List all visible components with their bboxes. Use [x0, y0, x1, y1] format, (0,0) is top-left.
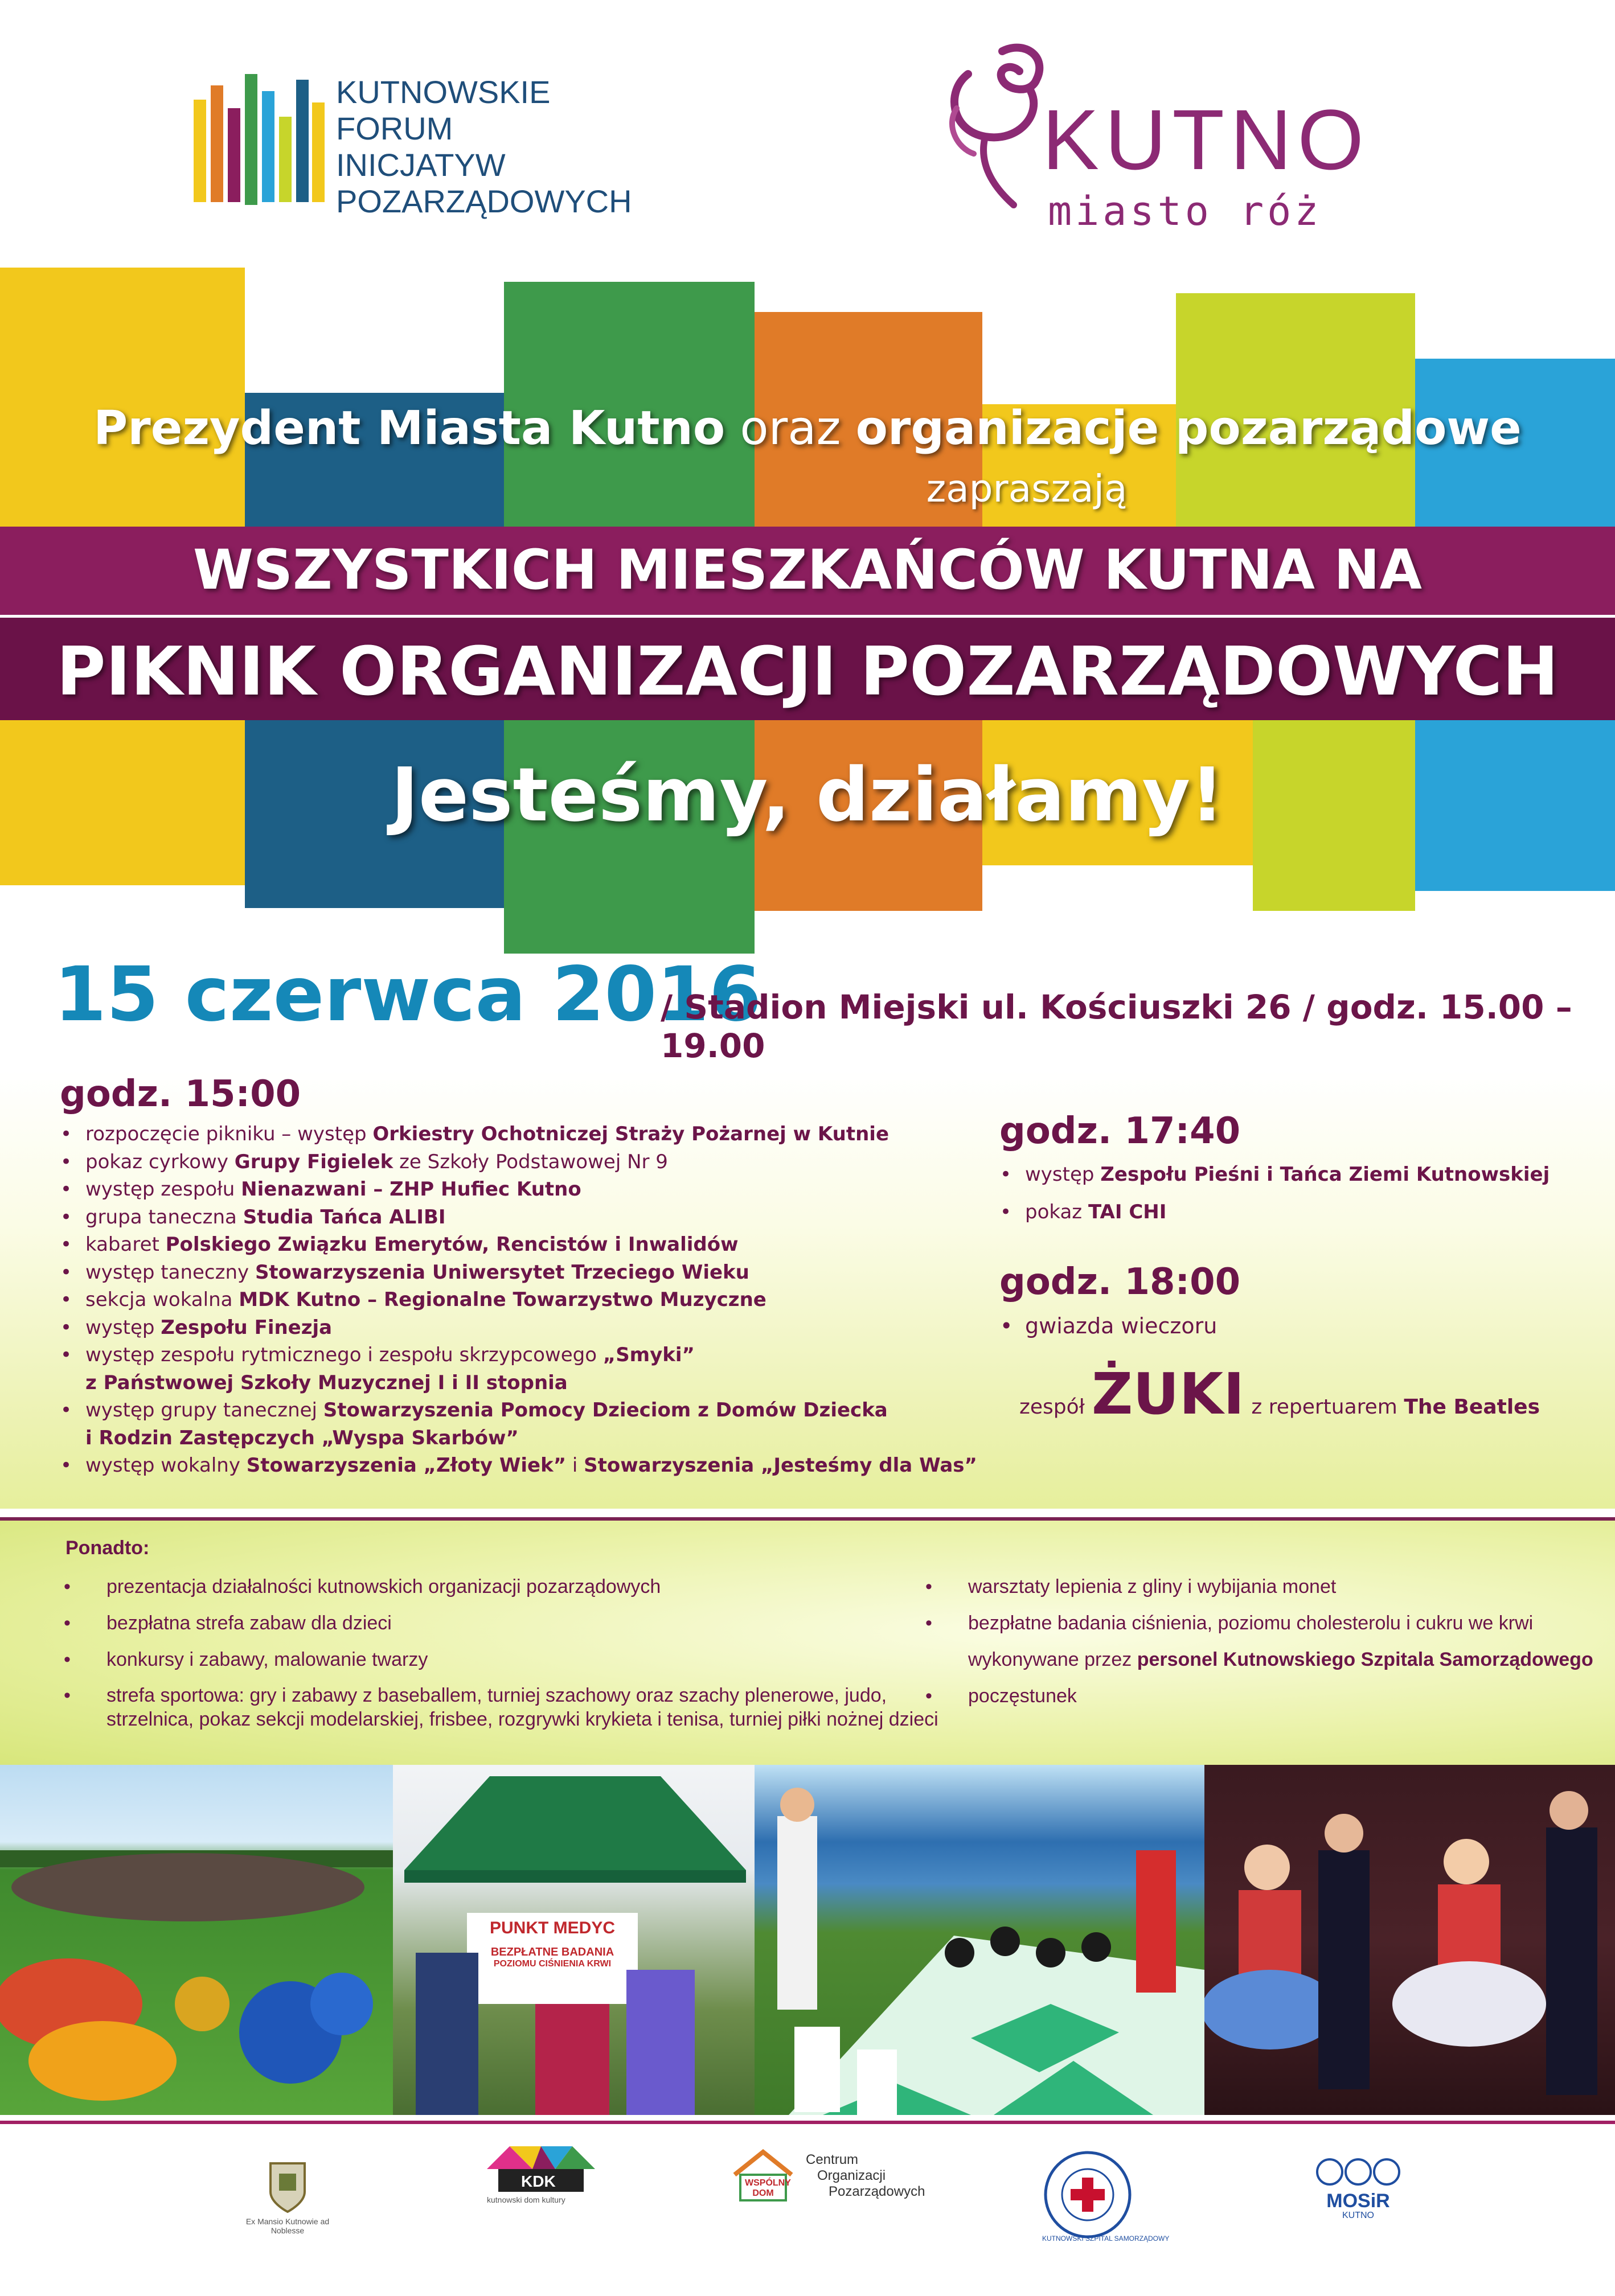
headliner-name: ŻUKI	[1091, 1361, 1245, 1427]
program-list-1800	[997, 1312, 1217, 1340]
event-location-time: / Stadion Miejski ul. Kościuszki 26 / godz. 15.00 – 19.00	[661, 988, 1572, 1065]
list-item: • konkursy i zabawy, malowanie twarzy	[64, 1641, 938, 1678]
kfip-logo-text	[336, 74, 632, 220]
time-heading-1800: godz. 18:00	[999, 1261, 1241, 1303]
list-item: • bezpłatna strefa zabaw dla dzieci	[64, 1605, 938, 1641]
list-item: • rozpoczęcie pikniku – występ Orkiestry Ochotniczej Straży Pożarnej w Kutnie	[57, 1120, 977, 1148]
kfip-line: KUTNOWSKIE	[336, 74, 551, 110]
kfip-logo-bars	[194, 74, 325, 205]
mosir-subtext: KUTNO	[1342, 2211, 1374, 2220]
dom-text: DOM	[752, 2188, 774, 2198]
extras-title: Ponadto:	[65, 1537, 150, 1559]
hospital-name: KUTNOWSKI SZPITAL SAMORZĄDOWY	[1042, 2235, 1170, 2242]
event-date: 15 czerwca 2016	[54, 951, 761, 1038]
invite-ngos: organizacje pozarządowe	[855, 401, 1522, 455]
list-item: • warsztaty lepienia z gliny i wybijania monet	[925, 1568, 1593, 1605]
invitation-line	[0, 401, 1615, 455]
extras-list-left	[64, 1568, 938, 1731]
list-item-continued: strzelnica, pokaz sekcji modelarskiej, frisbee, rozgrywki krykieta i tenisa, turniej piłki nożnej dzieci	[106, 1708, 938, 1730]
kdk-caption: kutnowski dom kultury	[487, 2195, 565, 2204]
list-item: • występ Zespołu Finezja	[57, 1314, 977, 1342]
program-list-1500	[57, 1120, 977, 1480]
wspolny-dom-logo	[729, 2146, 934, 2203]
program-list-1740	[997, 1156, 1550, 1231]
list-item: • kabaret Polskiego Związku Emerytów, Rencistów i Inwalidów	[57, 1231, 977, 1259]
city-seal-logo	[245, 2158, 330, 2235]
list-item-continued: i Rodzin Zastępczych „Wyspa Skarbów”	[85, 1426, 519, 1449]
headliner-pre: zespół	[1019, 1395, 1085, 1419]
photo-medical-tent	[393, 1765, 755, 2115]
coop-line-2: Organizacji	[817, 2168, 886, 2183]
kutno-logo-word: KUTNO	[1042, 92, 1370, 187]
photo-giant-chess	[755, 1765, 1204, 2115]
list-item: • występ wokalny Stowarzyszenia „Złoty Wiek” i Stowarzyszenia „Jesteśmy dla Was”	[57, 1452, 977, 1480]
headliner-repertoire: The Beatles	[1404, 1395, 1540, 1419]
event-slogan: Jesteśmy, działamy!	[391, 751, 1224, 838]
list-item: • grupa taneczna Studia Tańca ALIBI	[57, 1204, 977, 1231]
mosir-logo	[1313, 2155, 1404, 2221]
list-item: • poczęstunek	[925, 1678, 1593, 1714]
extras-list-right	[925, 1568, 1593, 1714]
headliner-line	[1019, 1361, 1540, 1427]
banner-line-1: WSZYSTKICH MIESZKAŃCÓW KUTNA NA	[193, 538, 1422, 602]
kfip-line: INICJATYW	[336, 147, 506, 183]
list-item: • występ zespołu rytmicznego i zespołu skrzypcowego „Smyki”	[57, 1341, 977, 1369]
time-heading-1740: godz. 17:40	[999, 1110, 1241, 1152]
list-item: • sekcja wokalna MDK Kutno – Regionalne Towarzystwo Muzyczne	[57, 1286, 977, 1314]
invite-president: Prezydent Miasta Kutno	[93, 401, 725, 455]
mosir-text: MOSiR	[1326, 2190, 1390, 2212]
list-item: • występ grupy tanecznej Stowarzyszenia Pomocy Dzieciom z Domów Dziecka	[57, 1397, 977, 1424]
sign-free-tests: BEZPŁATNE BADANIA	[490, 1946, 614, 1958]
kdk-text: KDK	[521, 2172, 556, 2190]
sign-medical: PUNKT MEDYC	[489, 1919, 615, 1937]
list-item: • występ taneczny Stowarzyszenia Uniwersytet Trzeciego Wieku	[57, 1259, 977, 1287]
invite-verb: zapraszają	[926, 467, 1128, 511]
coop-line-1: Centrum	[806, 2152, 859, 2167]
list-item: • występ zespołu Nienazwani – ZHP Hufiec Kutno	[57, 1176, 977, 1204]
list-item: • pokaz cyrkowy Grupy Figielek ze Szkoły Podstawowej Nr 9	[57, 1148, 977, 1176]
list-item: • pokaz TAI CHI	[997, 1193, 1550, 1231]
list-item: • strefa sportowa: gry i zabawy z baseballem, turniej szachowy oraz szachy plenerowe, judo,	[64, 1683, 938, 1707]
list-item-continued: z Państwowej Szkoły Muzycznej I i II stopnia	[85, 1371, 568, 1394]
headliner-mid: z repertuarem	[1251, 1395, 1397, 1419]
city-seal-caption: Ex Mansio Kutnowie ad Noblesse	[245, 2217, 330, 2235]
kfip-line: POZARZĄDOWYCH	[336, 183, 632, 219]
list-item: • prezentacja działalności kutnowskich organizacji pozarządowych	[64, 1568, 938, 1605]
kfip-line: FORUM	[336, 110, 453, 146]
sign-blood-pressure: POZIOMU CIŚNIENIA KRWI	[493, 1959, 612, 1969]
coop-line-3: Pozarządowych	[829, 2184, 925, 2199]
photo-playground	[0, 1765, 393, 2115]
kutno-logo-subtitle: miasto róż	[1048, 188, 1322, 235]
kdk-logo	[487, 2146, 595, 2204]
wspolny-text: WSPÓLNY	[745, 2178, 791, 2188]
photo-folk-dancers	[1204, 1765, 1615, 2115]
list-item: • bezpłatne badania ciśnienia, poziomu cholesterolu i cukru we krwi	[925, 1605, 1593, 1641]
city-seal-icon	[265, 2158, 310, 2215]
photo-strip	[0, 1765, 1615, 2115]
list-item: • występ Zespołu Pieśni i Tańca Ziemi Kutnowskiej	[997, 1156, 1550, 1193]
footer-divider	[0, 2121, 1615, 2124]
time-heading-1500: godz. 15:00	[60, 1073, 301, 1115]
hospital-cross-icon	[1042, 2149, 1133, 2240]
sports-balls-icon	[1315, 2155, 1401, 2189]
event-title: PIKNIK ORGANIZACJI POZARZĄDOWYCH	[56, 632, 1559, 710]
hospital-logo	[1042, 2149, 1170, 2242]
list-item: • gwiazda wieczoru	[997, 1312, 1217, 1340]
invite-and: oraz	[725, 401, 856, 455]
list-item-continued: wykonywane przez personel Kutnowskiego Szpitala Samorządowego	[968, 1649, 1593, 1670]
